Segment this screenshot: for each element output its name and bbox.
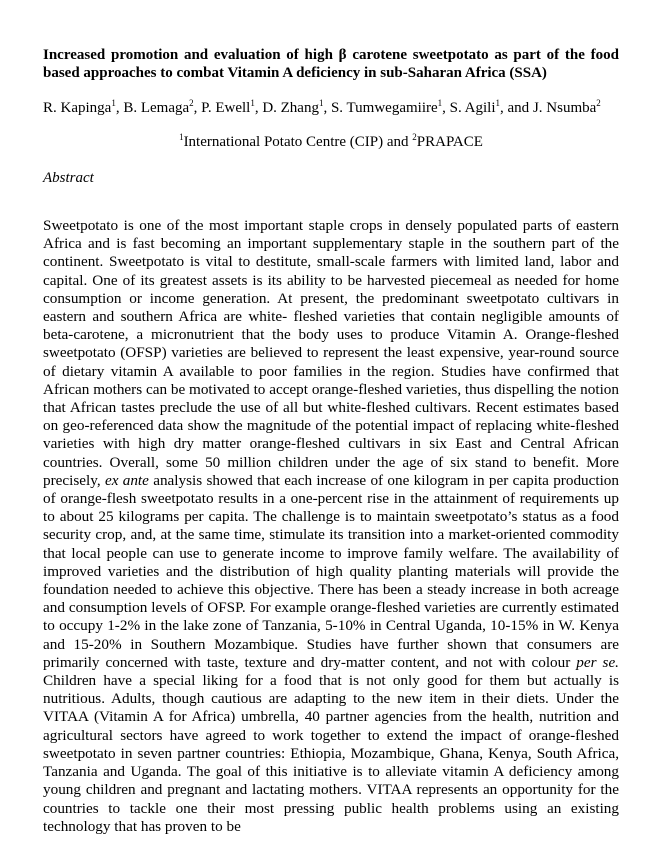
author: D. Zhang$^1$,: [262, 98, 331, 116]
author: S. Tumwegamiire$^1$,: [330, 98, 450, 116]
author-list: [43, 99, 619, 117]
author: P. Ewell$^1$,: [201, 98, 263, 116]
author: R. Kapinga$^1$,: [43, 98, 124, 116]
author: B. Lemaga$^2$,: [123, 98, 202, 116]
author: S. Agili$^1$, and: [449, 98, 533, 116]
affiliation-line: $^1$International Potato Centre (CIP) and $^2$PRAPACE: [179, 132, 483, 150]
paper-page: [43, 46, 619, 836]
abstract-body: Sweetpotato is one of the most important staple crops in densely populated parts of eastern Africa and is fast becoming an important supplementary staple in the southern part of the continent. Sweetpotato is vital to destitute, small-scale farmers with limited land, labor and capital. One of its greatest assets is its ability to be harvested piecemeal as needed for home consumption or income generation. At present, the predominant sweetpotato cultivars in eastern and southern Africa are white- fleshed varieties that contain negligible amounts of beta-carotene, a micronutrient that the body uses to produce Vitamin A. Orange-fleshed sweetpotato (OFSP) varieties are believed to represent the least expensive, year-round source of dietary vitamin A available to poor families in the region. Studies have confirmed that African mothers can be motivated to accept orange-fleshed varieties, thus dispelling the notion that African tastes preclude the use of all but white-fleshed cultivars. Recent estimates based on geo-referenced data show the magnitude of the potential impact of replacing white-fleshed varieties with high dry matter orange-fleshed cultivars in six East and Central African countries. Overall, some 50 million children under the age of six stand to benefit. More precisely, ex ante analysis showed that each increase of one kilogram in per capita production of orange-flesh sweetpotato results in a one-percent rise in the attainment of requirements up to about 25 kilograms per capita. The challenge is to maintain sweetpotato’s status as a food security crop, and, at the same time, stimulate its transition into a market-oriented commodity that local people can use to generate income to improve family welfare. The availability of improved varieties and the distribution of high quality planting materials will provide the foundation needed to achieve this objective. There has been a steady increase in both acreage and consumption levels of OFSP. For example orange-fleshed varieties are currently estimated to occupy 1-2% in the lake zone of Tanzania, 5-10% in Central Uganda, 10-15% in W. Kenya and 15-20% in Southern Mozambique. Studies have further shown that consumers are primarily concerned with taste, texture and dry-matter content, and not with colour per se. Children have a special liking for a food that is not only good for them but actually is nutritious. Adults, though cautious are adapting to the new item in their diets. Under the VITAA (Vitamin A for Africa) umbrella, 40 partner agencies from the health, nutrition and agricultural sectors have agreed to work together to extend the impact of orange-fleshed sweetpotato in seven partner countries: Ethiopia, Mozambique, Ghana, Kenya, South Africa, Tanzania and Uganda. The goal of this initiative is to alleviate vitamin A deficiency among young children and pregnant and lactating mothers. VITAA represents an opportunity for the countries to tackle one their most pressing public health problems using an existing technology that has proven to be: [43, 217, 619, 835]
author: J. Nsumba$^2$: [532, 98, 601, 116]
abstract-heading: Abstract: [43, 170, 94, 186]
paper-title: Increased promotion and evaluation of high β carotene sweetpotato as part of the food based approaches to combat Vitamin A deficiency in sub-Saharan Africa (SSA): [43, 47, 619, 81]
